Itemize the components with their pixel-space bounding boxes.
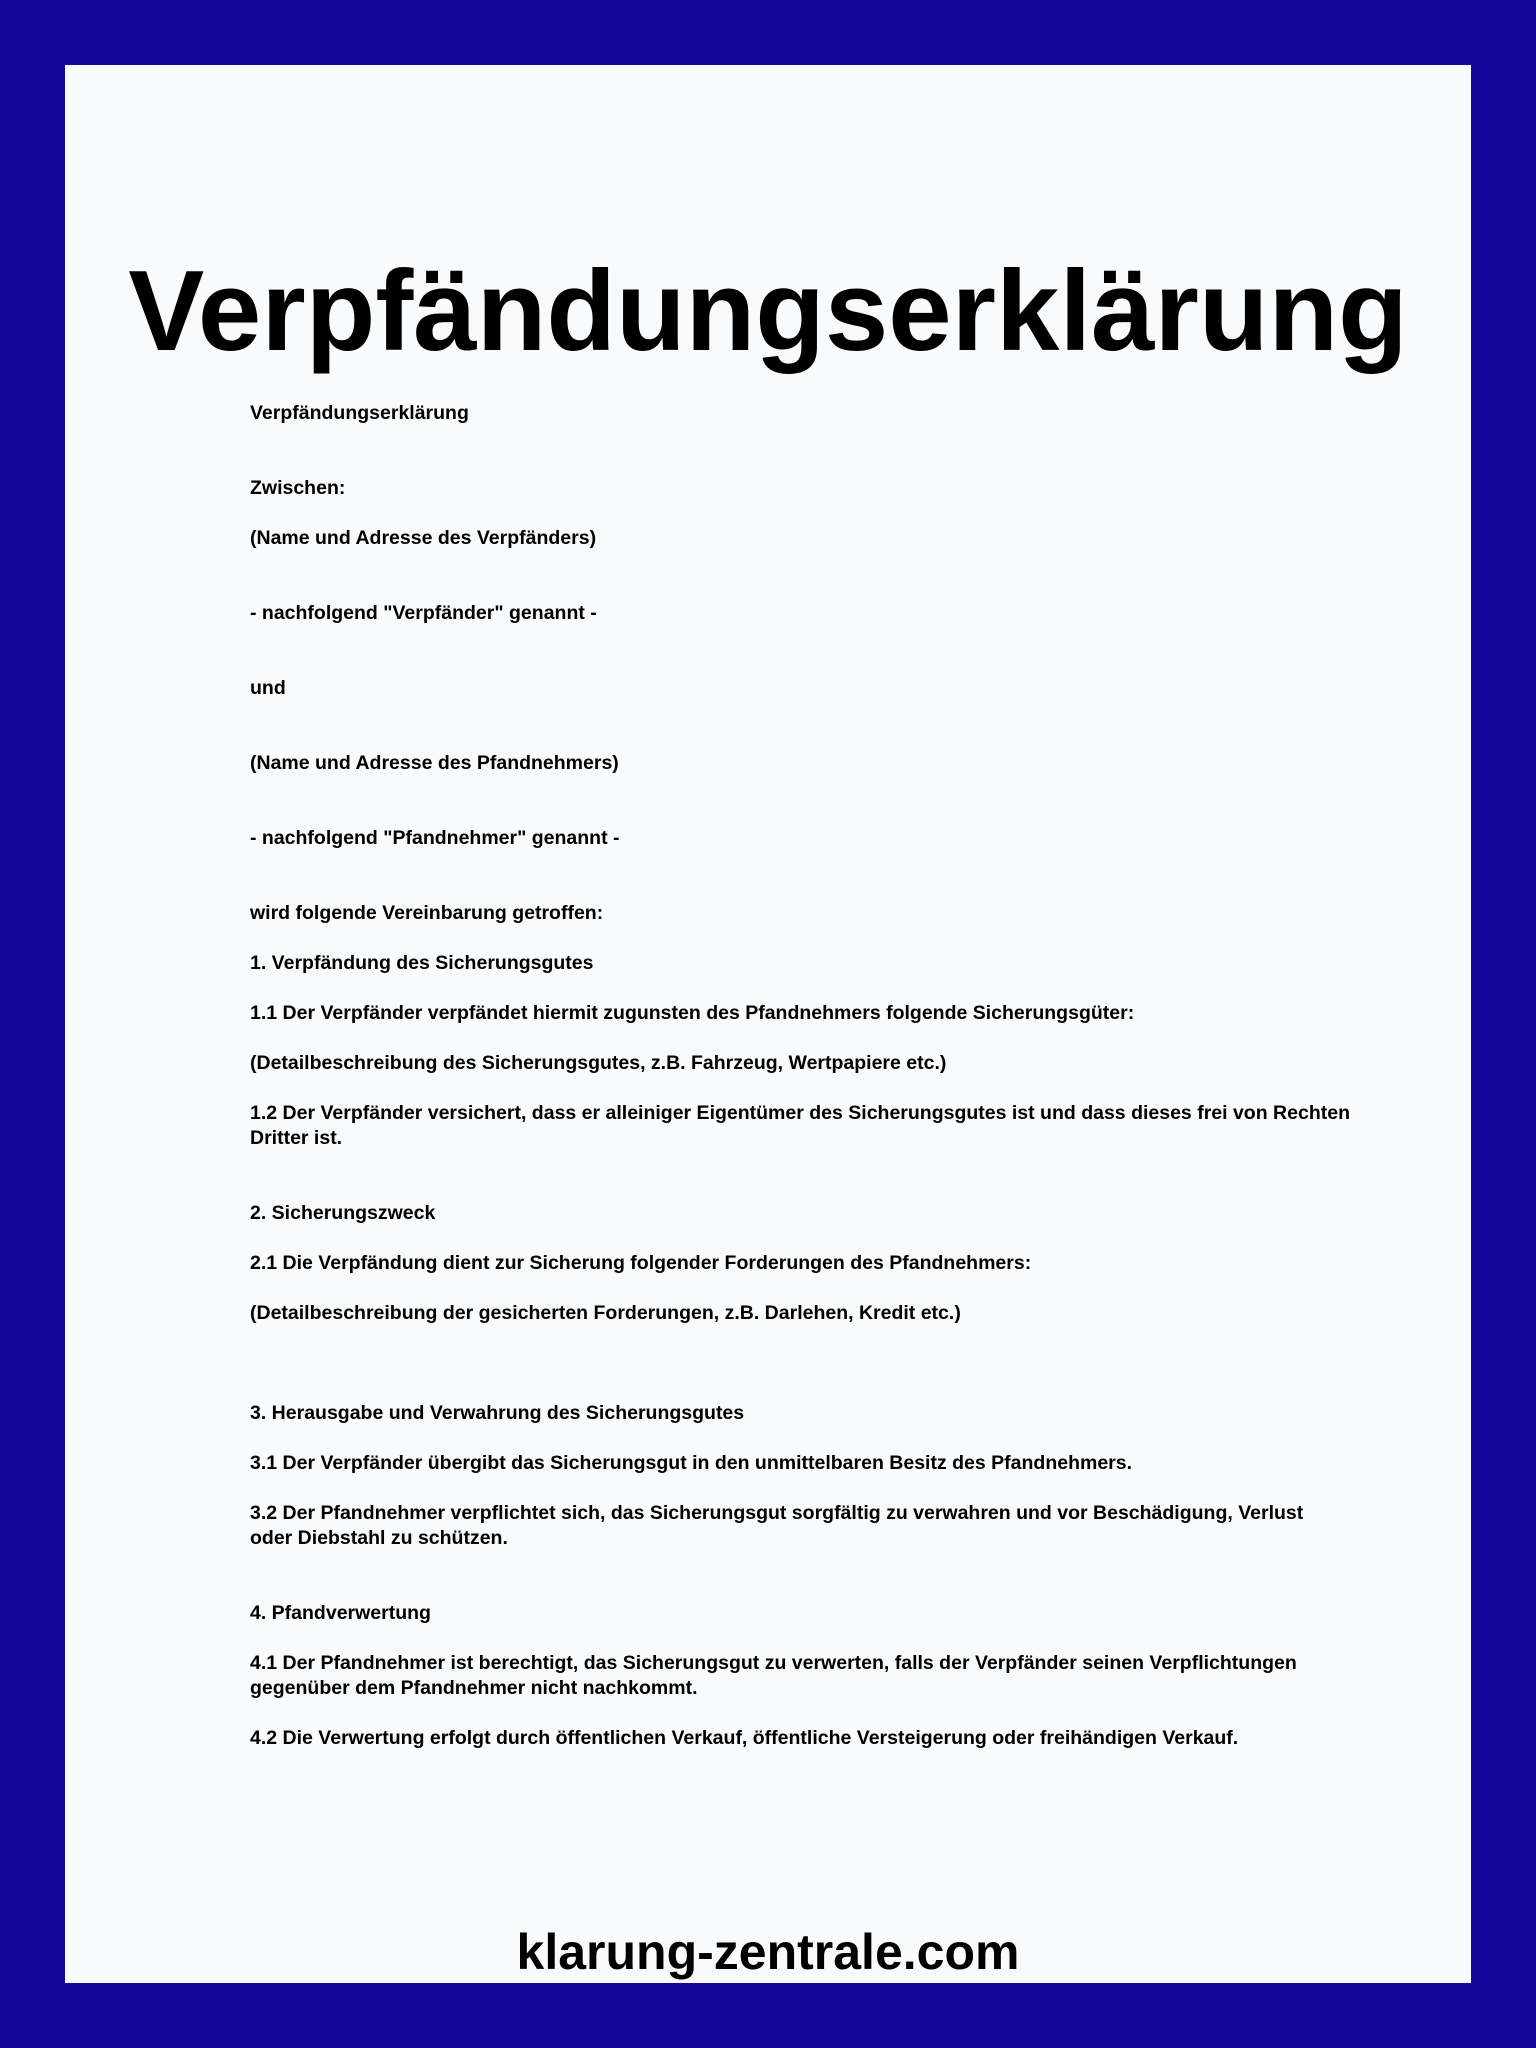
clause-2-1: 2.1 Die Verpfändung dient zur Sicherung folgender Forderungen des Pfandnehmers: <box>250 1252 1032 1274</box>
clause-1-1: 1.1 Der Verpfänder verpfändet hiermit zugunsten des Pfandnehmers folgende Sicherungsgüter: <box>250 1002 1135 1024</box>
section-heading-2: 2. Sicherungszweck <box>250 1202 436 1224</box>
document-page <box>65 65 1471 1983</box>
paragraph-and: und <box>250 677 286 699</box>
clause-1-1-detail: (Detailbeschreibung des Sicherungsgutes, z.B. Fahrzeug, Wertpapiere etc.) <box>250 1052 947 1074</box>
clause-4-1: 4.1 Der Pfandnehmer ist berechtigt, das Sicherungsgut zu verwerten, falls der Verpfänder seinen Verpflichtungen gegenüber dem Pfandnehmer nicht nachkommt. <box>250 1652 1297 1699</box>
paragraph-agreement-intro: wird folgende Vereinbarung getroffen: <box>250 902 604 924</box>
paragraph-between: Zwischen: <box>250 477 346 499</box>
section-heading-3: 3. Herausgabe und Verwahrung des Sicherungsgutes <box>250 1402 745 1424</box>
clause-2-1-detail: (Detailbeschreibung der gesicherten Forderungen, z.B. Darlehen, Kredit etc.) <box>250 1302 961 1324</box>
section-heading-4: 4. Pfandverwertung <box>250 1602 431 1624</box>
paragraph-pledgee-address: (Name und Adresse des Pfandnehmers) <box>250 752 619 774</box>
document-title: Verpfändungserklärung <box>128 248 1408 375</box>
clause-3-1: 3.1 Der Verpfänder übergibt das Sicherungsgut in den unmittelbaren Besitz des Pfandnehmers. <box>250 1452 1133 1474</box>
clause-3-2: 3.2 Der Pfandnehmer verpflichtet sich, das Sicherungsgut sorgfältig zu verwahren und vor Beschädigung, Verlust oder Diebstahl zu schützen. <box>250 1502 1304 1549</box>
footer-website: klarung-zentrale.com <box>516 1924 1020 1980</box>
clause-4-2: 4.2 Die Verwertung erfolgt durch öffentlichen Verkauf, öffentliche Versteigerung oder freihändigen Verkauf. <box>250 1727 1239 1749</box>
paragraph-pledgor-address: (Name und Adresse des Verpfänders) <box>250 527 597 549</box>
paragraph-heading: Verpfändungserklärung <box>250 402 469 424</box>
paragraph-pledgor-label: - nachfolgend "Verpfänder" genannt - <box>250 602 597 624</box>
clause-1-2: 1.2 Der Verpfänder versichert, dass er alleiniger Eigentümer des Sicherungsgutes ist und dass dieses frei von Rechten Dritter ist. <box>250 1102 1350 1149</box>
paragraph-pledgee-label: - nachfolgend "Pfandnehmer" genannt - <box>250 827 620 849</box>
section-heading-1: 1. Verpfändung des Sicherungsgutes <box>250 952 594 974</box>
